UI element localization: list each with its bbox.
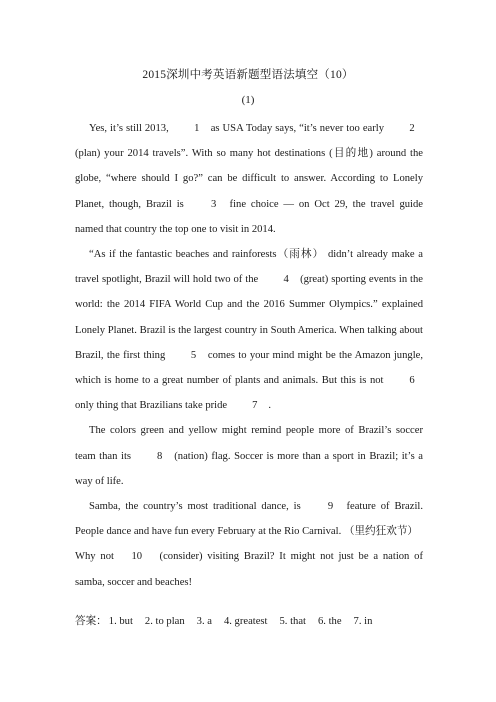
passage-text: “As if the fantastic beaches and rainforests（雨林） didn’t already make a travel spotlight, Brazil will hold two of the	[75, 249, 423, 286]
blank-number: 6	[409, 375, 415, 387]
blank-number: 4	[283, 274, 289, 286]
blank-number: 8	[156, 450, 163, 462]
passage-paragraph	[75, 544, 423, 594]
answer-item: 4. greatest	[223, 616, 268, 627]
page-title: 2015深圳中考英语新题型语法填空（10）	[142, 69, 354, 81]
passage-text: (consider) visiting Brazil? It might not just be a nation of samba, soccer and beaches!	[75, 551, 423, 588]
passage-text: (plan) your 2014 travels”. With so many hot destinations (目的地) around the globe, “where should I go?” can be difficult to answer. According to Lonely Planet, though, Brazil is	[75, 148, 423, 210]
passage-paragraph	[75, 242, 423, 418]
passage-paragraph	[75, 494, 423, 544]
passage-text: .	[265, 400, 272, 412]
answer-item: 2. to plan	[144, 616, 185, 627]
answer-item: 3. a	[196, 616, 212, 627]
answer-item: 1. but	[108, 616, 133, 627]
answer-item: 7. in	[353, 616, 373, 627]
blank-number: 2	[409, 123, 415, 134]
blank-number: 7	[252, 400, 258, 412]
passage	[75, 116, 423, 595]
passage-text: as USA Today says, “it’s never too early	[207, 123, 387, 134]
passage-text: (nation) flag. Soccer is more than a sport in Brazil; it’s a way of life.	[75, 450, 423, 487]
passage-text: Why not	[75, 551, 119, 563]
passage-paragraph	[75, 116, 423, 242]
blank-number: 9	[327, 501, 334, 513]
blank-number: 1	[194, 123, 200, 134]
passage-text: Samba, the country’s most traditional dance, is	[89, 501, 306, 513]
section-number: (1)	[241, 94, 255, 106]
passage-text: The colors green and yellow might remind people more of Brazil’s soccer team than its	[75, 425, 423, 462]
passage-text: (great) sporting events in the world: the 2014 FIFA World Cup and the 2016 Summer Olympics.” explained Lonely Planet. Brazil is the largest country in South America. When talking about Brazil, the first thing	[75, 274, 423, 361]
passage-text: feature of Brazil. People dance and have fun every February at the Rio Carnival. （里约狂欢节）	[75, 501, 423, 538]
answer-item: 5. that	[279, 616, 306, 627]
answer-item: 6. the	[317, 616, 342, 627]
passage-text: comes to your mind might be the Amazon jungle, which is home to a great number of plants and animals. But this is not	[75, 349, 423, 387]
passage-text: only thing that Brazilians take pride	[75, 400, 230, 412]
passage-text: fine choice — on Oct 29, the travel guide named that country the top one to visit in 2014.	[75, 198, 423, 235]
blank-number: 10	[131, 551, 143, 563]
answer-key	[75, 609, 435, 634]
answer-key-label: 答案：	[75, 616, 107, 627]
passage-text: Yes, it’s still 2013,	[89, 123, 172, 134]
blank-number: 5	[190, 349, 197, 361]
passage-paragraph	[75, 418, 423, 494]
blank-number: 3	[211, 198, 217, 210]
